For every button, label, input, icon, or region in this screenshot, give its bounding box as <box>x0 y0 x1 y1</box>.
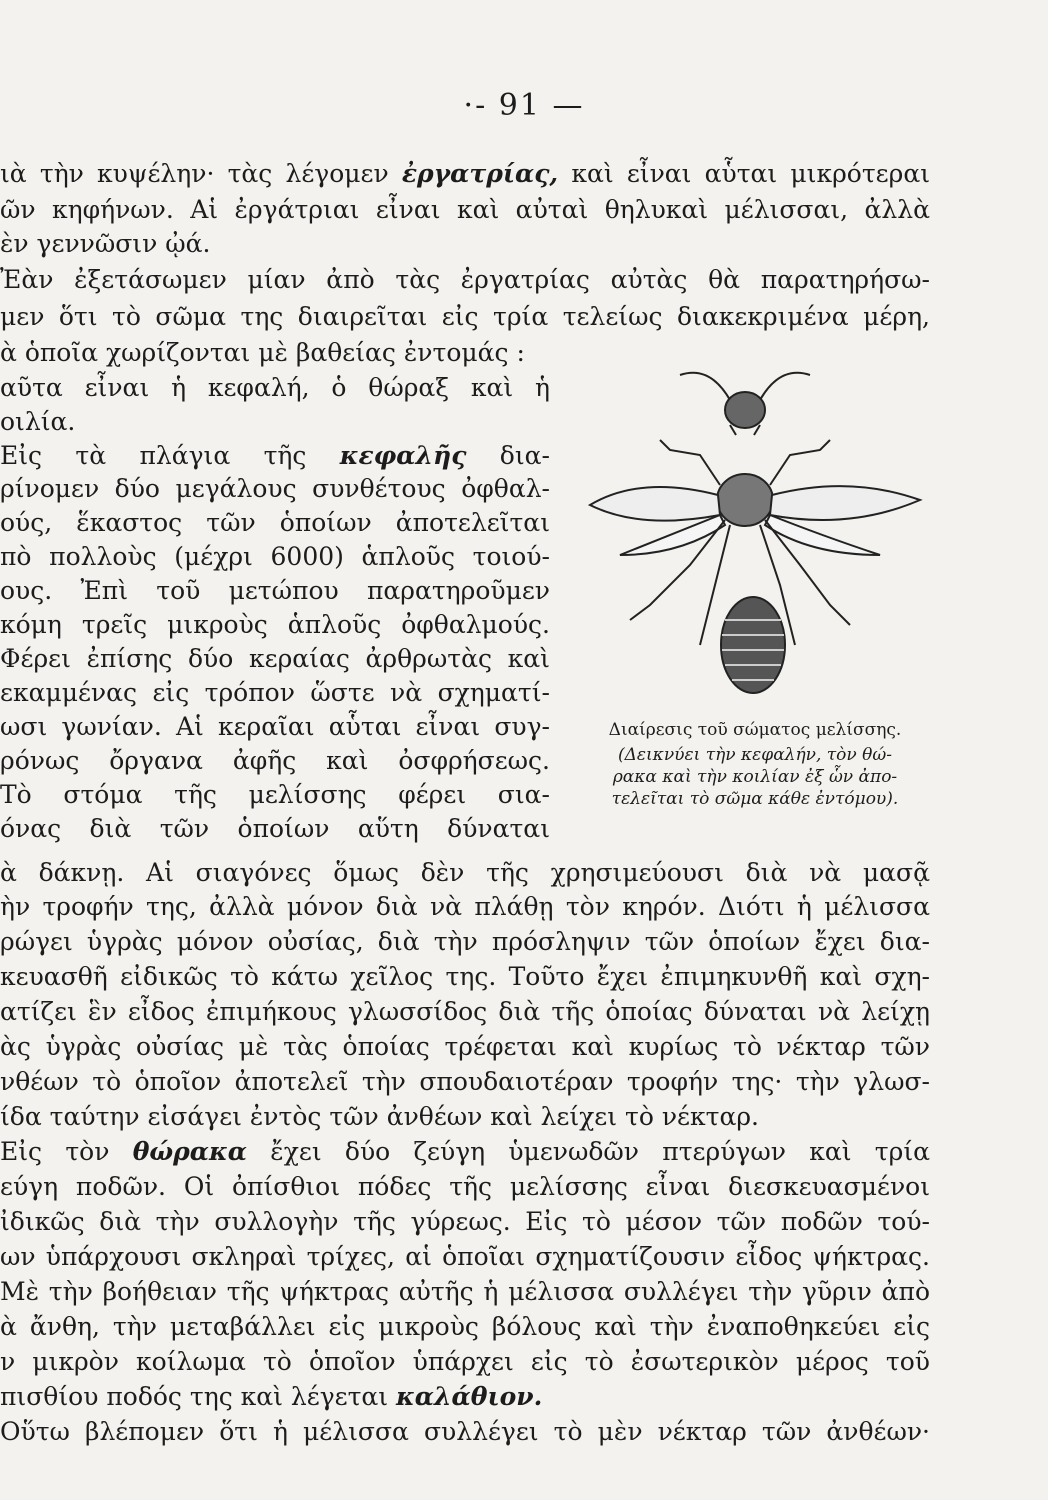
text-run: ἰδικῶς διὰ τὴν συλλογὴν τῆς γύρεως. Εἰς τὸ μέσον τῶν ποδῶν τού- <box>0 1207 930 1236</box>
text-run: αῦτα εἶναι ἡ κεφαλή, ὁ θώραξ καὶ ἡ <box>0 373 550 402</box>
text-run: όνας διὰ τῶν ὁποίων αὕτη δύναται <box>0 814 550 843</box>
text-line <box>0 745 550 777</box>
text-line <box>0 1241 930 1273</box>
text-line <box>0 643 550 675</box>
text-run: Εἰς τὰ πλάγια τῆς <box>0 441 340 470</box>
text-line <box>0 541 550 573</box>
text-run: Εἰς τὸν <box>0 1137 133 1166</box>
figure-caption-title: Διαίρεσις τοῦ σώματος μελίσσης. <box>608 720 902 740</box>
text-run: πὸ πολλοὺς (μέχρι 6000) ἁπλοῦς τοιού- <box>0 542 550 571</box>
figure-caption-line-2: ρακα καὶ τὴν κοιλίαν ἐξ ὧν ἀπο- <box>612 767 898 787</box>
text-line <box>0 1276 930 1308</box>
text-line <box>0 372 550 404</box>
text-line <box>0 406 550 438</box>
bee-figure <box>580 355 930 705</box>
text-run: ρώγει ὑγρὰς μόνον οὐσίας, διὰ τὴν πρόσληψιν τῶν ὁποίων ἔχει δια- <box>0 927 930 956</box>
text-line <box>0 194 930 226</box>
text-run: καὶ εἶναι αὗται μικρότεραι <box>558 159 931 188</box>
text-run: κευασθῆ εἰδικῶς τὸ κάτω χεῖλος της. Τοῦτο ἔχει ἐπιμηκυνθῆ καὶ σχη- <box>0 962 930 991</box>
text-run: εκαμμένας εἰς τρόπον ὥστε νὰ σχηματί- <box>0 678 550 707</box>
text-run: δια- <box>466 441 550 470</box>
text-run: ίδα ταύτην εἰσάγει ἐντὸς τῶν ἀνθέων καὶ λείχει τὸ νέκταρ. <box>0 1102 759 1131</box>
text-run: ων ὑπάρχουσι σκληραὶ τρίχες, αἱ ὁποῖαι σχηματίζουσιν εἶδος ψήκτρας. <box>0 1242 930 1271</box>
text-line <box>0 857 930 889</box>
text-line <box>0 158 930 190</box>
text-line <box>0 961 930 993</box>
text-run: πισθίου ποδός της καὶ λέγεται <box>0 1382 397 1411</box>
text-run: νθέων τὸ ὁποῖον ἀποτελεῖ τὴν σπουδαιοτέραν τροφήν της· τὴν γλωσ- <box>0 1067 930 1096</box>
text-line <box>0 609 550 641</box>
text-line <box>0 1416 930 1448</box>
text-run: εύγη ποδῶν. Οἱ ὀπίσθιοι πόδες τῆς μελίσσης εἶναι διεσκευασμένοι <box>0 1172 930 1201</box>
text-run: Ἐὰν ἐξετάσωμεν μίαν ἀπὸ τὰς ἐργατρίας αὐτὰς θὰ παρατηρήσω- <box>0 265 930 294</box>
text-line <box>0 507 550 539</box>
emphasized-term: καλάθιον. <box>396 1382 543 1411</box>
text-run: ὰ ὁποῖα χωρίζονται μὲ βαθείας ἐντομάς : <box>0 338 525 367</box>
text-run: ωσι γωνίαν. Αἱ κεραῖαι αὗται εἶναι συγ- <box>0 712 550 741</box>
text-line <box>0 1066 930 1098</box>
emphasized-term: κεφαλῆς <box>339 441 467 470</box>
text-run: Τὸ στόμα τῆς μελίσσης φέρει σια- <box>0 780 550 809</box>
text-run: Μὲ τὴν βοήθειαν τῆς ψήκτρας αὐτῆς ἡ μέλισσα συλλέγει τὴν γῦριν ἀπὸ <box>0 1277 930 1306</box>
text-run: μεν ὅτι τὸ σῶμα της διαιρεῖται εἰς τρία τελείως διακεκριμένα μέρη, <box>0 302 930 331</box>
text-run: Φέρει ἐπίσης δύο κεραίας ἀρθρωτὰς καὶ <box>0 644 550 673</box>
text-line <box>0 926 930 958</box>
text-run: ιὰ τὴν κυψέλην· τὰς λέγομεν <box>0 159 402 188</box>
text-line <box>0 337 550 369</box>
text-run: ους. Ἐπὶ τοῦ μετώπου παρατηροῦμεν <box>0 576 550 605</box>
text-line <box>0 264 930 296</box>
text-line <box>0 996 930 1028</box>
text-line <box>0 1311 930 1343</box>
figure-caption-line-1: (Δεικνύει τὴν κεφαλήν, τὸν θώ- <box>617 745 892 765</box>
text-run: ὲν γεννῶσιν ᾠά. <box>0 229 211 258</box>
text-run: ἔχει δύο ζεύγη ὑμενωδῶν πτερύγων καὶ τρία <box>247 1137 930 1166</box>
text-line <box>0 1101 930 1133</box>
text-line <box>0 228 930 260</box>
text-line <box>0 1136 930 1168</box>
text-run: ὰ δάκνῃ. Αἱ σιαγόνες ὅμως δὲν τῆς χρησιμεύουσι διὰ νὰ μασᾷ <box>0 858 930 887</box>
text-line <box>0 711 550 743</box>
text-run: ρίνομεν δύο μεγάλους συνθέτους ὀφθαλ- <box>0 474 550 503</box>
text-line <box>0 473 550 505</box>
text-run: οιλία. <box>0 407 76 436</box>
text-line <box>0 1206 930 1238</box>
text-run: ὴν τροφήν της, ἀλλὰ μόνον διὰ νὰ πλάθῃ τὸν κηρόν. Διότι ἡ μέλισσα <box>0 892 930 921</box>
text-line <box>0 440 550 472</box>
text-run: ούς, ἕκαστος τῶν ὁποίων ἀποτελεῖται <box>0 508 550 537</box>
text-line <box>0 1031 930 1063</box>
text-run: ν μικρὸν κοίλωμα τὸ ὁποῖον ὑπάρχει εἰς τὸ ἐσωτερικὸν μέρος τοῦ <box>0 1347 930 1376</box>
text-run: ατίζει ἓν εἶδος ἐπιμήκους γλωσσίδος διὰ τῆς ὁποίας δύναται νὰ λείχῃ <box>0 997 930 1026</box>
figure-caption-line-3: τελεῖται τὸ σῶμα κάθε ἐντόμου). <box>611 789 899 809</box>
text-line <box>0 891 930 923</box>
text-run: ῶν κηφήνων. Αἱ ἐργάτριαι εἶναι καὶ αὐταὶ θηλυκαὶ μέλισσαι, ἀλλὰ <box>0 195 930 224</box>
text-line <box>0 677 550 709</box>
text-run: ὰς ὑγρὰς οὐσίας μὲ τὰς ὁποίας τρέφεται καὶ κυρίως τὸ νέκταρ τῶν <box>0 1032 930 1061</box>
text-line <box>0 1346 930 1378</box>
text-run: κόμη τρεῖς μικροὺς ἁπλοῦς ὀφθαλμούς. <box>0 610 550 639</box>
emphasized-term: ἐργατρίας, <box>401 159 559 188</box>
text-run: ὰ ἄνθη, τὴν μεταβάλλει εἰς μικροὺς βόλους καὶ τὴν ἐναποθηκεύει εἰς <box>0 1312 930 1341</box>
text-line <box>0 301 930 333</box>
text-line <box>0 575 550 607</box>
emphasized-term: θώρακα <box>132 1137 248 1166</box>
text-line <box>0 1171 930 1203</box>
page-number: ·- 91 — <box>463 88 585 123</box>
text-run: ρόνως ὄργανα ἀφῆς καὶ ὀσφρήσεως. <box>0 746 550 775</box>
text-line <box>0 813 550 845</box>
text-line <box>0 1381 930 1413</box>
text-run: Οὕτω βλέπομεν ὅτι ἡ μέλισσα συλλέγει τὸ μὲν νέκταρ τῶν ἀνθέων· <box>0 1417 930 1446</box>
bee-illustration <box>580 355 930 705</box>
text-line <box>0 779 550 811</box>
